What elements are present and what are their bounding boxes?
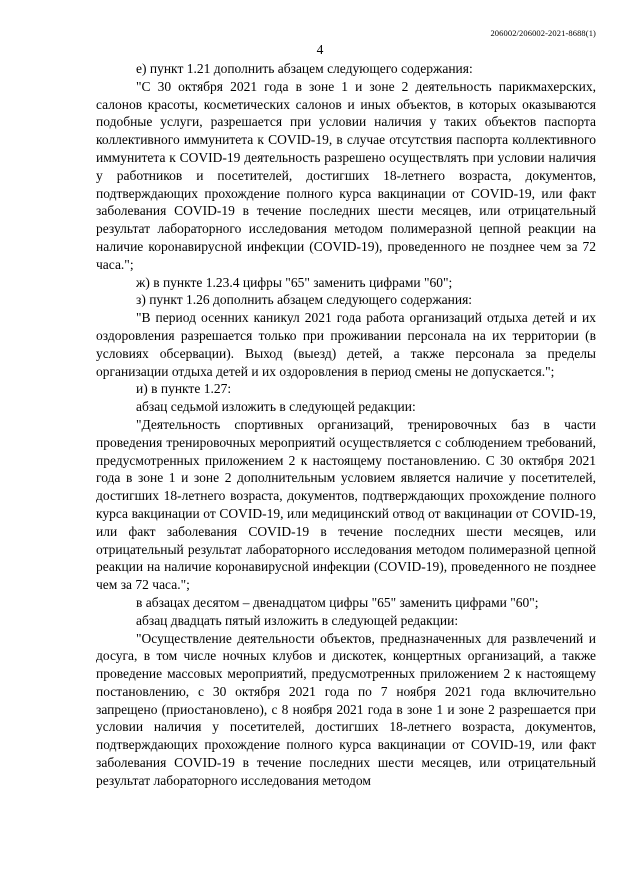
document-body xyxy=(96,60,596,790)
paragraph-item-z: з) пункт 1.26 дополнить абзацем следующего содержания: xyxy=(136,292,473,308)
paragraph-item-i: и) в пункте 1.27: xyxy=(136,381,232,397)
paragraph-item-e: е) пункт 1.21 дополнить абзацем следующего содержания: xyxy=(136,61,473,76)
paragraph-abzac-10-12: в абзацах десятом – двенадцатом цифры "65" заменить цифрами "60"; xyxy=(136,594,539,610)
quoted-paragraph-salons: "С 30 октября 2021 года в зоне 1 и зоне 2 деятельность парикмахерских, салонов красоты, косметических салонов и иных объектов, в которых оказываются подобные услуги, разрешается при условии наличия у таких объектов паспорта коллективного иммунитета к COVID-19, в случае отсутствия паспорта коллективного иммунитета к COVID-19 деятельность разрешено осуществлять при условии наличия у работников и посетителей, достигших 18-летнего возраста, документов, подтверждающих прохождение полного курса вакцинации от COVID-19, или факт заболевания COVID-19 в течение последних шести месяцев, или отрицательный результат лабораторного исследования методом полимеразной цепной реакции на наличие коронавирусной инфекции (COVID-19), проведенного не позднее чем за 72 часа."; xyxy=(96,78,596,272)
document-number: 206002/206002-2021-8688(1) xyxy=(490,28,596,38)
page-number: 4 xyxy=(316,42,324,57)
paragraph-item-zh: ж) в пункте 1.23.4 цифры "65" заменить цифрами "60"; xyxy=(136,274,453,290)
paragraph-seventh-abzac: абзац седьмой изложить в следующей редакции: xyxy=(136,399,416,415)
quoted-paragraph-sports: "Деятельность спортивных организаций, тренировочных баз в части проведения тренировочных мероприятий осуществляется с соблюдением требований, предусмотренных приложением 2 к настоящему постановлению. С 30 октября 2021 года в зоне 1 и зоне 2 дополнительным условием является наличие у посетителей, достигших 18-летнего возраста, документов, подтверждающих прохождение полного курса вакцинации от COVID-19, или медицинский отвод от вакцинации от COVID-19, или факт заболевания COVID-19 в течение последних шести месяцев, или отрицательный результат лабораторного исследования методом полимеразной цепной реакции на наличие коронавирусной инфекции (COVID-19), проведенного не позднее чем за 72 часа."; xyxy=(96,416,596,593)
paragraph-abzac-25: абзац двадцать пятый изложить в следующей редакции: xyxy=(136,612,459,628)
quoted-paragraph-entertainment: "Осуществление деятельности объектов, предназначенных для развлечений и досуга, в том числе ночных клубов и дискотек, концертных организаций, а также проведение массовых мероприятий, предусмотренных приложением 2 к настоящему постановлению, с 30 октября 2021 года по 7 ноября 2021 года включительно запрещено (приостановлено), с 8 ноября 2021 года в зоне 1 и зоне 2 разрешается при условии наличия у посетителей, достигших 18-летнего возраста, документов, подтверждающих прохождение полного курса вакцинации от COVID-19, или факт заболевания COVID-19 в течение последних шести месяцев, или отрицательный результат лабораторного исследования методом xyxy=(96,630,596,788)
quoted-paragraph-holidays: "В период осенних каникул 2021 года работа организаций отдыха детей и их оздоровления разрешается только при проживании персонала на их территории (в условиях обсервации). Выход (выезд) детей, а также персонала за пределы организации отдыха детей и их оздоровления в период смены не допускается."; xyxy=(96,310,596,379)
